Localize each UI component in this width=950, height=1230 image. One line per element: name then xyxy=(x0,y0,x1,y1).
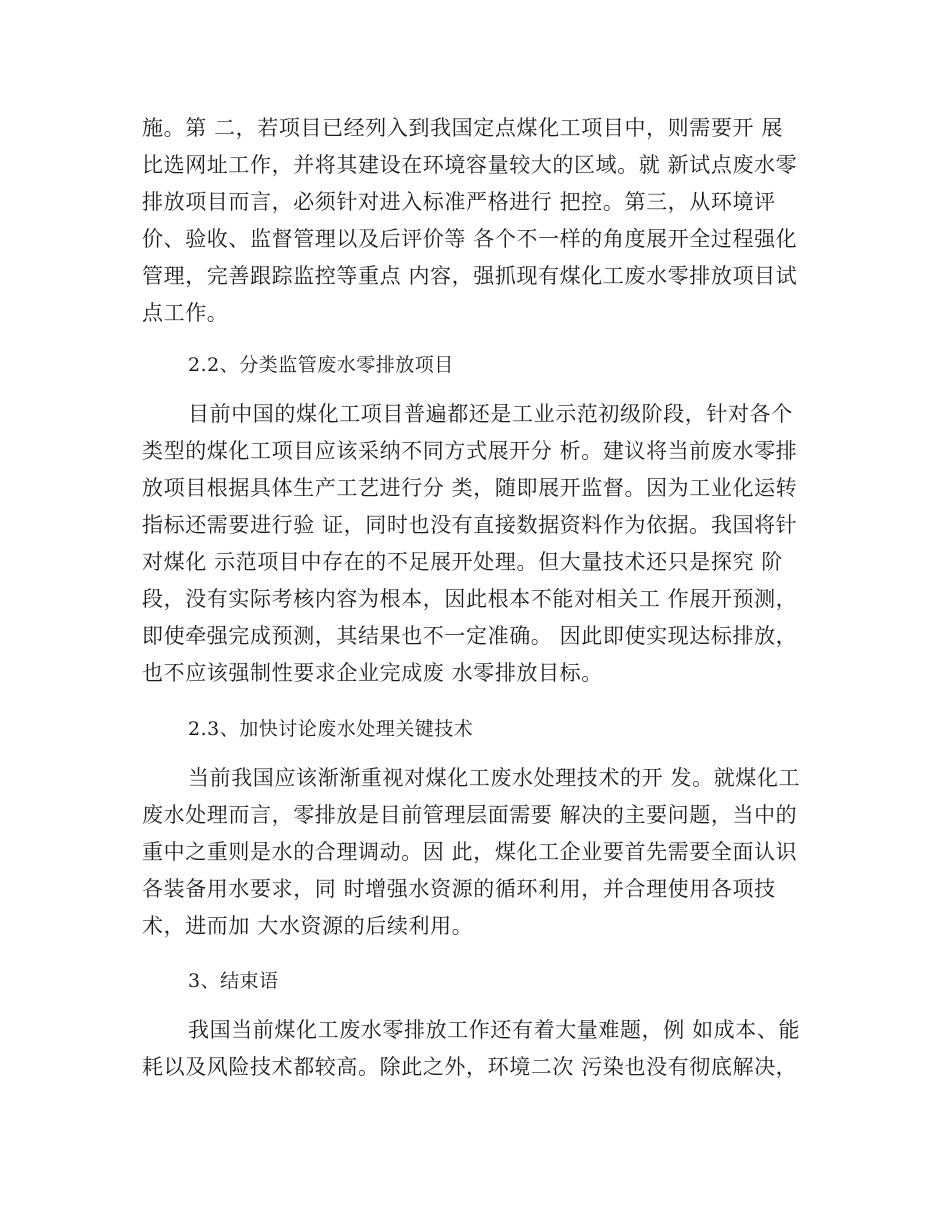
para3-line-5: 术，进而加 大水资源的后续利用。 xyxy=(142,914,474,938)
para4-line-1: 我国当前煤化工废水零排放工作还有着大量难题，例 如成本、能 xyxy=(188,1018,801,1042)
para2-line-8: 也不应该强制性要求企业完成废 水零排放目标。 xyxy=(142,661,603,685)
para1-line-4: 价、验收、监督管理以及后评价等 各个不一样的角度展开全过程强化 xyxy=(142,227,798,251)
para2-line-6: 段，没有实际考核内容为根本，因此根本不能对相关工 作展开预测， xyxy=(142,587,798,611)
para2-line-1: 目前中国的煤化工项目普遍都还是工业示范初级阶段，针对各个 xyxy=(188,402,793,426)
para3-line-1: 当前我国应该渐渐重视对煤化工废水处理技术的开 发。就煤化工 xyxy=(188,766,801,790)
para1-line-3: 排放项目而言，必须针对进入标准严格进行 把控。第三，从环境评 xyxy=(142,190,776,214)
para2-line-2: 类型的煤化工项目应该采纳不同方式展开分 析。建议将当前废水零排 xyxy=(142,439,798,463)
para1-line-6: 点工作。 xyxy=(142,301,229,325)
para1-line-2: 比选网址工作，并将其建设在环境容量较大的区域。就 新试点废水零 xyxy=(142,153,798,177)
para1-line-5: 管理，完善跟踪监控等重点 内容，强抓现有煤化工废水零排放项目试 xyxy=(142,264,798,288)
para1-line-1: 施。第 二，若项目已经列入到我国定点煤化工项目中，则需要开 展 xyxy=(142,116,783,140)
para2-line-4: 指标还需要进行验 证，同时也没有直接数据资料作为依据。我国将针 xyxy=(142,513,798,537)
section-heading-3: 3、结束语 xyxy=(188,970,279,992)
para3-line-3: 重中之重则是水的合理调动。因 此，煤化工企业要首先需要全面认识 xyxy=(142,840,798,864)
para2-line-5: 对煤化 示范项目中存在的不足展开处理。但大量技术还只是探究 阶 xyxy=(142,550,783,574)
section-heading-2-3: 2.3、加快讨论废水处理关键技术 xyxy=(188,718,474,740)
section-heading-2-2: 2.2、分类监管废水零排放项目 xyxy=(188,354,454,376)
para3-line-2: 废水处理而言，零排放是目前管理层面需要 解决的主要问题，当中的 xyxy=(142,803,798,827)
para4-line-2: 耗以及风险技术都较高。除此之外，环境二次 污染也没有彻底解决， xyxy=(142,1055,798,1079)
para2-line-3: 放项目根据具体生产工艺进行分 类，随即展开监督。因为工业化运转 xyxy=(142,476,798,500)
para2-line-7: 即使牵强完成预测，其结果也不一定准确。 因此即使实现达标排放， xyxy=(142,624,798,648)
para3-line-4: 各装备用水要求，同 时增强水资源的循环利用，并合理使用各项技 xyxy=(142,877,776,901)
